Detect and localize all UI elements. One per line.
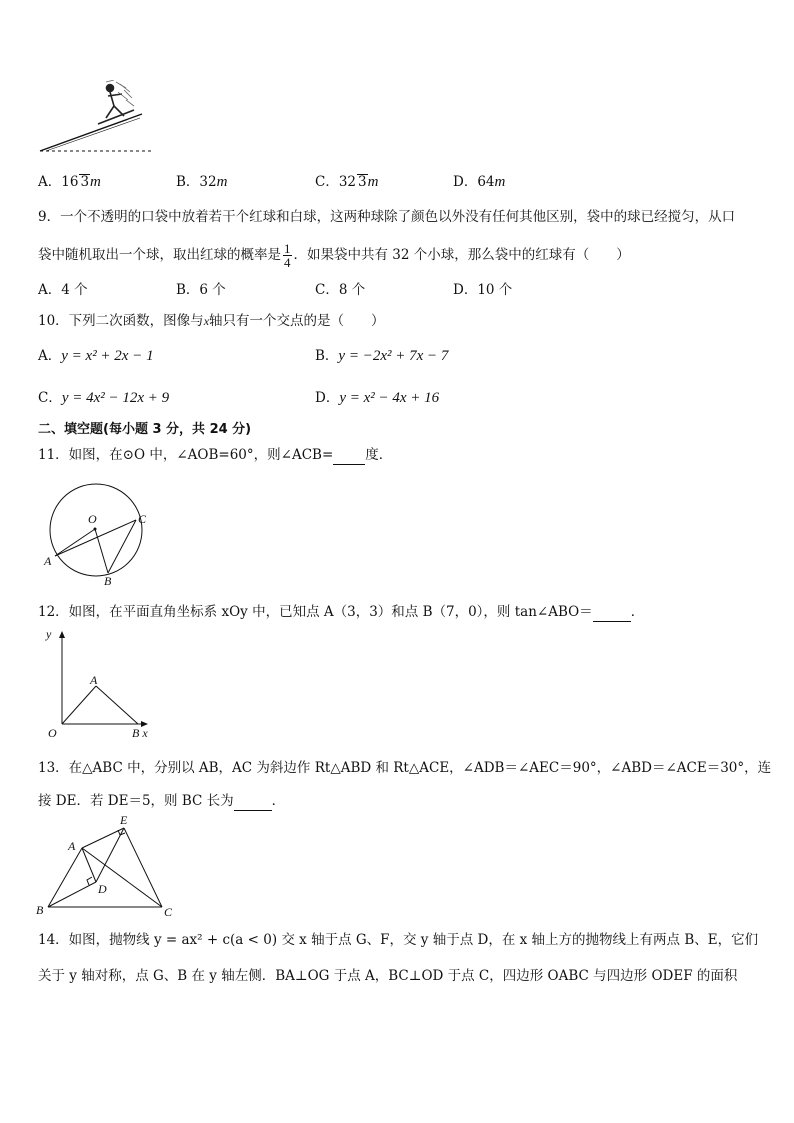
q11-circle-figure bbox=[38, 478, 158, 590]
q8-option-a[interactable]: A．16 3m bbox=[38, 174, 101, 190]
q11-answer-blank[interactable] bbox=[333, 450, 365, 465]
label-o: O bbox=[48, 726, 57, 740]
label-y-axis: y bbox=[46, 627, 52, 641]
q10-option-d[interactable]: D．y = x² − 4x + 16 bbox=[315, 390, 440, 406]
label-a: A bbox=[44, 554, 52, 568]
label-b: B bbox=[104, 574, 112, 588]
q8-option-d[interactable]: D．64m bbox=[453, 174, 506, 190]
q13-triangle-figure bbox=[34, 810, 184, 920]
label-b: B bbox=[36, 903, 44, 917]
q14-stem-line2: 关于 y 轴对称，点 G、B 在 y 轴左侧．BA⊥OG 于点 A，BC⊥OD 于点 C，四边形 OABC 与四边形 ODEF 的面积 bbox=[38, 968, 738, 984]
q9-option-a[interactable]: A．4 个 bbox=[38, 282, 88, 298]
q9-option-d[interactable]: D．10 个 bbox=[453, 282, 513, 298]
label-o: O bbox=[88, 512, 97, 526]
label-e: E bbox=[120, 813, 128, 827]
skier-slope-figure bbox=[36, 80, 166, 156]
q13-answer-blank[interactable] bbox=[234, 796, 272, 811]
q8-option-b[interactable]: B．32m bbox=[176, 174, 228, 190]
label-c: C bbox=[138, 512, 147, 526]
probability-fraction: $\frac{1}{4}$ bbox=[284, 241, 291, 270]
q11-stem: 11．如图，在⊙O 中，∠AOB=60°，则∠ACB= 度． bbox=[38, 447, 393, 463]
q9-option-c[interactable]: C．8 个 bbox=[315, 282, 366, 298]
q12-coordinate-figure bbox=[36, 626, 156, 742]
q13-stem-line2: 接 DE．若 DE＝5，则 BC 长为 ． bbox=[38, 793, 286, 809]
q12-answer-blank[interactable] bbox=[593, 607, 631, 622]
q10-option-c[interactable]: C．y = 4x² − 12x + 9 bbox=[38, 390, 170, 406]
q8-option-c[interactable]: C．32 3m bbox=[315, 174, 379, 190]
q10-option-b[interactable]: B．y = −2x² + 7x − 7 bbox=[315, 348, 449, 364]
q9-stem-line1: 9．一个不透明的口袋中放着若干个红球和白球，这两种球除了颜色以外没有任何其他区别，袋中的球已经搅匀，从口 bbox=[38, 209, 736, 225]
q14-stem-line1: 14．如图，抛物线 y = ax² + c(a < 0) 交 x 轴于点 G、F，交 y 轴于点 D，在 x 轴上方的抛物线上有两点 B、E，它们 bbox=[38, 932, 759, 948]
q9-stem-line2: 袋中随机取出一个球，取出红球的概率是 $\frac{1}{4}$ ．如果袋中共有 32 个小球，那么袋中的红球有（ ） bbox=[38, 241, 630, 270]
q10-option-a[interactable]: A．y = x² + 2x − 1 bbox=[38, 348, 154, 364]
q10-stem: 10．下列二次函数，图像与x轴只有一个交点的是（ ） bbox=[38, 313, 385, 329]
label-c: C bbox=[164, 905, 173, 919]
q13-stem-line1: 13．在△ABC 中，分别以 AB，AC 为斜边作 Rt△ABD 和 Rt△ACE，∠ADB＝∠AEC＝90°，∠ABD＝∠ACE＝30°，连 bbox=[38, 760, 772, 776]
q12-stem: 12．如图，在平面直角坐标系 xOy 中，已知点 A（3，3）和点 B（7，0），则 tan∠ABO＝ ． bbox=[38, 604, 645, 620]
label-a: A bbox=[90, 673, 98, 687]
label-d: D bbox=[98, 882, 107, 896]
label-b-x: B x bbox=[132, 726, 148, 740]
q9-option-b[interactable]: B．6 个 bbox=[176, 282, 226, 298]
label-a: A bbox=[68, 839, 76, 853]
section-heading: 二、填空题(每小题 3 分，共 24 分) bbox=[38, 422, 252, 437]
